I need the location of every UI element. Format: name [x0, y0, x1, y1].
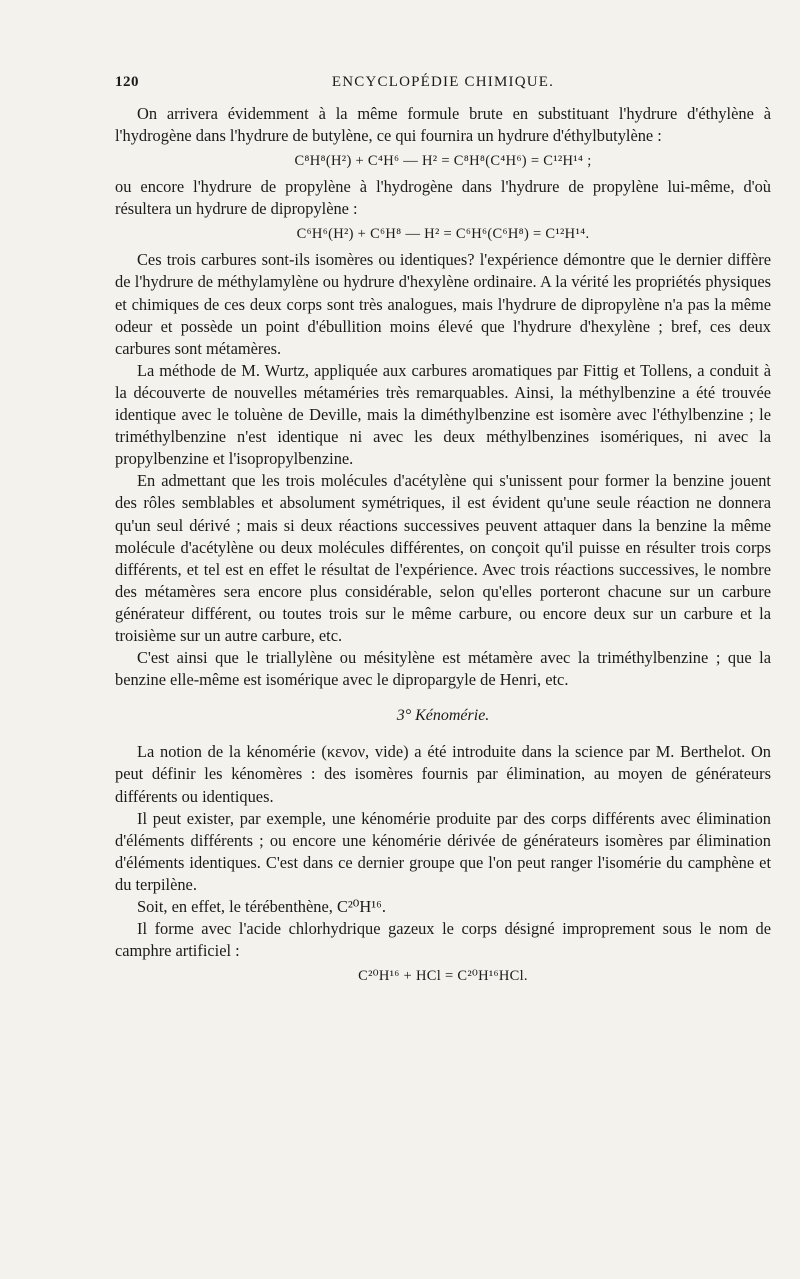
paragraph-3: Ces trois carbures sont-ils isomères ou identiques? l'expérience démontre que le dernier diffère de l'hydrure de méthylamylène ou hydrure d'hexylène ordinaire. A la vérité les propriétés physiques et chimiques de ces deux corps sont très analogues, mais l'hydrure de dipropylène n'a pas la même odeur et possède un point d'ébullition moins élevé que l'hydrure d'hexylène ; bref, ces deux carbures sont métamères.	[115, 250, 771, 358]
paragraph-4: La méthode de M. Wurtz, appliquée aux carbures aromatiques par Fittig et Tollens, a conduit à la découverte de nouvelles métaméries très remarquables. Ainsi, la méthylbenzine a été trouvée identique avec le toluène de Deville, mais la diméthylbenzine est isomère avec l'éthylbenzine ; le triméthylbenzine n'est identique ni avec les deux méthylbenzines isomériques, ni avec la propylbenzine et l'isopropylbenzine.	[115, 360, 771, 469]
paragraph-6: C'est ainsi que le triallylène ou mésitylène est métamère avec la triméthylbenzine ; que la benzine elle-même est isomérique avec le dipropargyle de Henri, etc.	[115, 648, 771, 690]
paragraph-5: En admettant que les trois molécules d'acétylène qui s'unissent pour former la benzine jouent des rôles semblables et absolument symétriques, il est évident qu'une seule réaction ne donnera qu'un seul dérivé ; mais si deux réactions successives peuvent attaquer dans la benzine la même molécule d'acétylène ou deux molécules différentes, on conçoit qu'il puisse en résulter trois corps différents, et tel est en effet le résultat de l'expérience. Avec trois réactions successives, le nombre des métamères sera encore plus considérable, selon qu'elles porteront chacune sur un carbure générateur différent, ou toutes trois sur le même carbure, ou encore deux sur un carbure et la troisième sur un autre carbure, etc.	[115, 471, 771, 645]
paragraph-10: Il forme avec l'acide chlorhydrique gazeux le corps désigné improprement sous le nom de camphre artificiel :	[115, 919, 771, 961]
page-header	[115, 74, 771, 102]
paragraph-9: Soit, en effet, le térébenthène, C²⁰H¹⁶.	[137, 897, 386, 916]
page-body	[115, 103, 771, 991]
paragraph-7: La notion de la kénomérie (κενον, vide) a été introduite dans la science par M. Berthelot. On peut définir les kénomères : des isomères fournis par élimination, au moyen de générateurs différents ou identiques.	[115, 742, 771, 806]
formula-ethylbutylene: C⁸H⁸(H²) + C⁴H⁶ — H² = C⁸H⁸(C⁴H⁶) = C¹²H¹⁴ ;	[294, 153, 592, 170]
formula-artificial-camphor: C²⁰H¹⁶ + HCl = C²⁰H¹⁶HCl.	[358, 968, 528, 985]
running-title: ENCYCLOPÉDIE CHIMIQUE.	[331, 74, 555, 90]
page-number: 120	[115, 74, 139, 90]
formula-dipropylene: C⁶H⁶(H²) + C⁶H⁸ — H² = C⁶H⁶(C⁶H⁸) = C¹²H¹⁴.	[296, 226, 590, 243]
section-heading	[115, 705, 771, 727]
paragraph-2: ou encore l'hydrure de propylène à l'hydrogène dans l'hydrure de propylène lui-même, d'où résultera un hydrure de dipropylène :	[115, 177, 771, 219]
section-number: 3°	[396, 707, 412, 725]
paragraph-8: Il peut exister, par exemple, une kénomérie produite par des corps différents avec élimination d'éléments différents ; ou encore une kénomérie dérivée de générateurs isomères par élimination d'éléments identiques. C'est dans ce dernier groupe que l'on peut ranger l'isomérie du camphène et du terpilène.	[115, 808, 771, 894]
paragraph-1: On arrivera évidemment à la même formule brute en substituant l'hydrure d'éthylène à l'hydrogène dans l'hydrure de butylène, ce qui fournira un hydrure d'éthylbutylène :	[115, 104, 771, 146]
section-title: Kénomérie.	[415, 707, 490, 725]
